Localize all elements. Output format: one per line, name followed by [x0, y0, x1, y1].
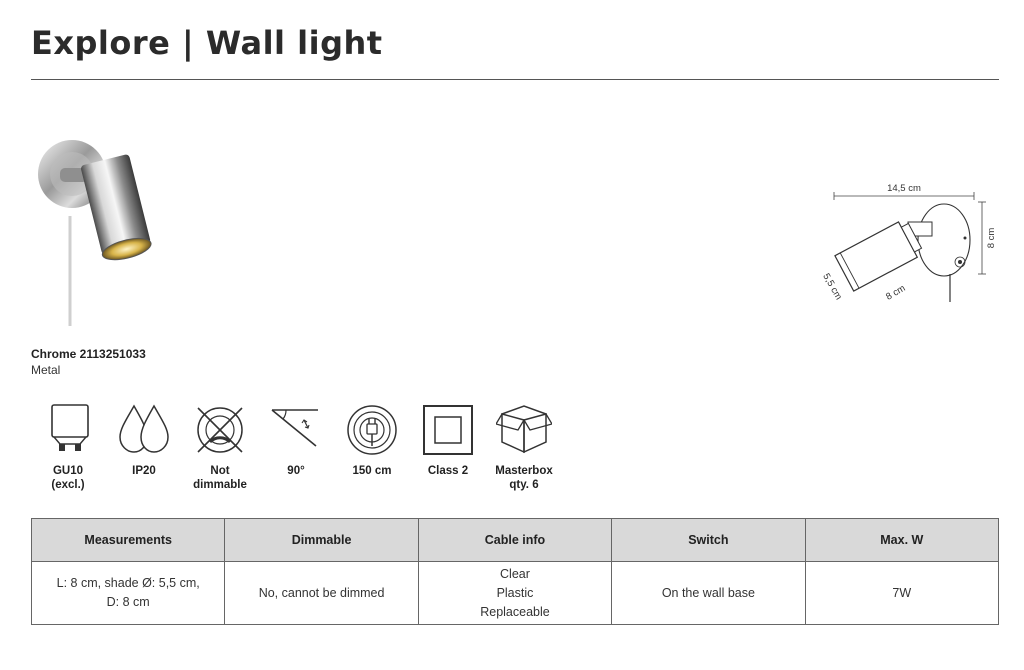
feature-label-angle: 90° [287, 465, 305, 477]
header-switch: Switch [612, 519, 805, 562]
title-divider [31, 79, 999, 80]
dimension-drawing [812, 178, 1002, 308]
measurements-line-2: D: 8 cm [106, 595, 150, 609]
feature-cable [334, 402, 410, 478]
depth-dimension-label: 8 cm [884, 282, 908, 303]
cell-measurements [32, 562, 225, 625]
cable-plug-icon [344, 402, 400, 458]
feature-label-cable: 150 cm [352, 465, 392, 477]
specs-table [31, 518, 999, 625]
measurements-line-1: L: 8 cm, shade Ø: 5,5 cm, [56, 576, 200, 590]
specs-row [32, 562, 999, 625]
feature-label-masterbox: Masterbox qty. 6 [495, 465, 553, 491]
width-dimension-label: 14,5 cm [887, 183, 921, 194]
specs-header-row [32, 519, 999, 562]
cell-dimmable: No, cannot be dimmed [225, 562, 418, 625]
product-material: Metal [31, 363, 61, 377]
feature-class-2 [410, 402, 486, 478]
feature-label-gu10: GU10 (excl.) [51, 465, 85, 491]
feature-ip20 [106, 402, 182, 478]
feature-masterbox [486, 402, 562, 492]
masterbox-icon [496, 402, 552, 458]
feature-angle [258, 402, 334, 478]
shade-dimension-label: 5,5 cm [820, 271, 845, 302]
feature-icon-list [30, 402, 590, 502]
angle-90-icon [268, 402, 324, 458]
class-2-icon [420, 402, 476, 458]
product-name: Chrome 2113251033 [31, 347, 146, 361]
header-max-w: Max. W [805, 519, 998, 562]
header-measurements: Measurements [32, 519, 225, 562]
ip20-drops-icon [116, 402, 172, 458]
cell-max-w: 7W [805, 562, 998, 625]
cable-info-line-2: Plastic [496, 585, 534, 600]
product-photo [30, 128, 160, 328]
feature-label-not-dimmable: Not dimmable [193, 465, 247, 491]
page-title: Explore | Wall light [31, 24, 383, 62]
height-dimension-label: 8 cm [986, 227, 997, 249]
feature-gu10 [30, 402, 106, 492]
feature-label-class-2: Class 2 [427, 465, 469, 477]
feature-not-dimmable [182, 402, 258, 492]
header-dimmable: Dimmable [225, 519, 418, 562]
cell-cable-info [418, 562, 611, 625]
header-cable-info: Cable info [418, 519, 611, 562]
cell-switch: On the wall base [612, 562, 805, 625]
gu10-bulb-icon [40, 402, 96, 458]
cable-info-line-1: Clear [500, 566, 530, 581]
not-dimmable-icon [192, 402, 248, 458]
feature-label-ip20: IP20 [132, 465, 156, 477]
cable-info-line-3: Replaceable [480, 604, 550, 619]
